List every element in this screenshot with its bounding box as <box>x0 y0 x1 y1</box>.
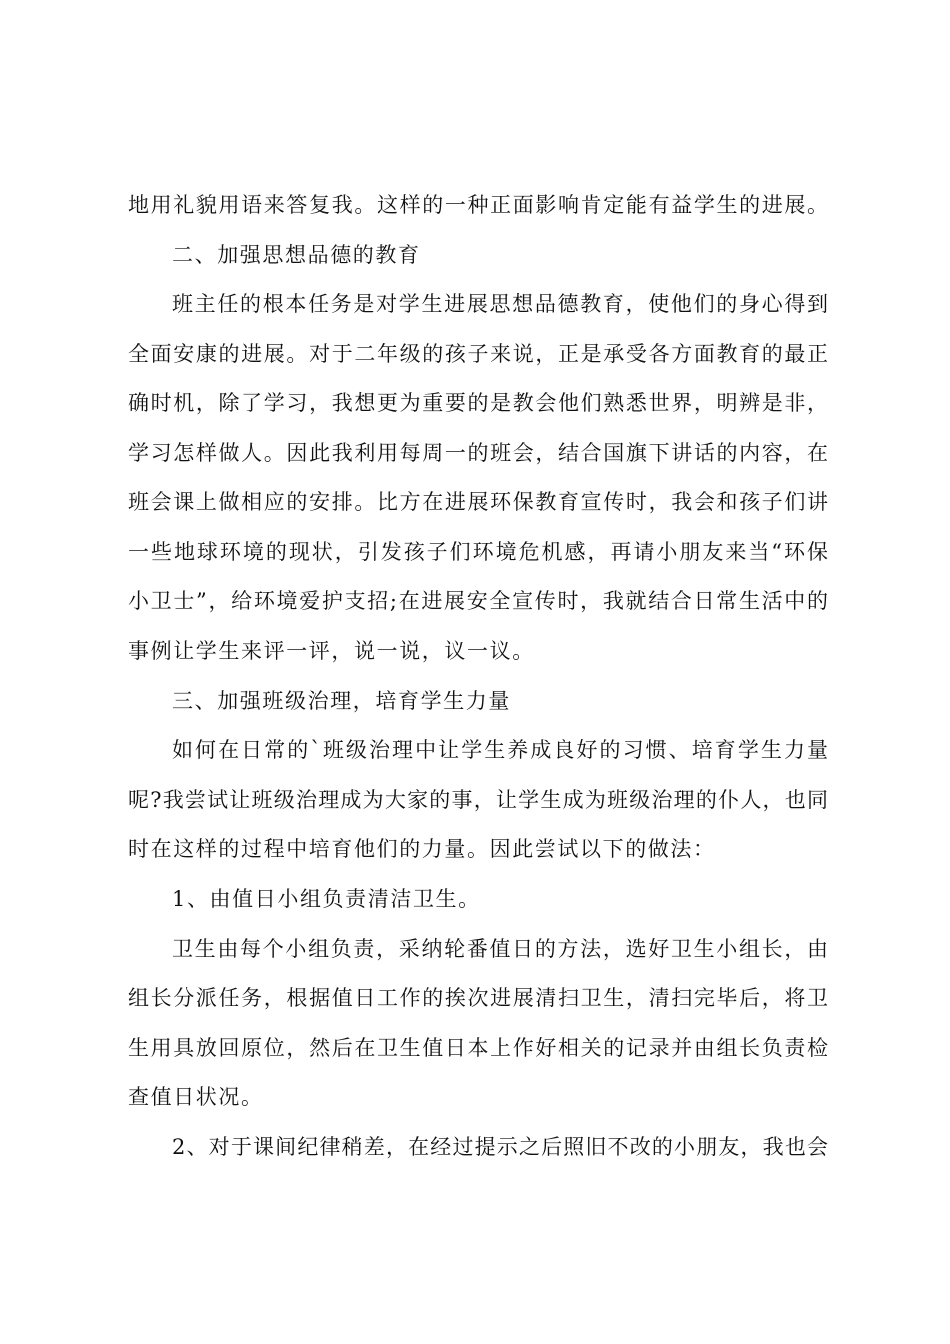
text-line: 全面安康的进展。对于二年级的孩子来说，正是承受各方面教育的最正 <box>128 342 828 366</box>
text-line: 确时机，除了学习，我想更为重要的是教会他们熟悉世界，明辨是非， <box>128 391 828 415</box>
section-heading: 三、加强班级治理，培育学生力量 <box>172 689 511 713</box>
text-line: 生用具放回原位，然后在卫生值日本上作好相关的记录并由组长负责检 <box>128 1036 828 1060</box>
text-line: 如何在日常的`班级治理中让学生养成良好的习惯、培育学生力量 <box>172 738 828 762</box>
section-heading: 二、加强思想品德的教育 <box>172 243 421 267</box>
text-line: 小卫士”，给环境爱护支招;在进展安全宣传时，我就结合日常生活中的 <box>128 589 828 613</box>
text-line: 呢?我尝试让班级治理成为大家的事，让学生成为班级治理的仆人，也同 <box>128 788 828 812</box>
text-line: 班主任的根本任务是对学生进展思想品德教育，使他们的身心得到 <box>172 292 828 316</box>
list-item-heading: 1、由值日小组负责清洁卫生。 <box>172 887 481 911</box>
text-line: 一些地球环境的现状，引发孩子们环境危机感，再请小朋友来当“环保 <box>128 540 828 564</box>
text-line: 卫生由每个小组负责，采纳轮番值日的方法，选好卫生小组长，由 <box>172 937 828 961</box>
text-line: 事例让学生来评一评，说一说，议一议。 <box>128 639 535 663</box>
text-line: 2、对于课间纪律稍差，在经过提示之后照旧不改的小朋友，我也会 <box>172 1135 828 1159</box>
text-line: 组长分派任务，根据值日工作的挨次进展清扫卫生，清扫完毕后，将卫 <box>128 986 828 1010</box>
text-line: 时在这样的过程中培育他们的力量。因此尝试以下的做法： <box>128 837 716 861</box>
text-line: 学习怎样做人。因此我利用每周一的班会，结合国旗下讲话的内容，在 <box>128 441 828 465</box>
text-line: 地用礼貌用语来答复我。这样的一种正面影响肯定能有益学生的进展。 <box>128 193 828 217</box>
text-line: 查值日状况。 <box>128 1085 264 1109</box>
text-line: 班会课上做相应的安排。比方在进展环保教育宣传时，我会和孩子们讲 <box>128 490 828 514</box>
